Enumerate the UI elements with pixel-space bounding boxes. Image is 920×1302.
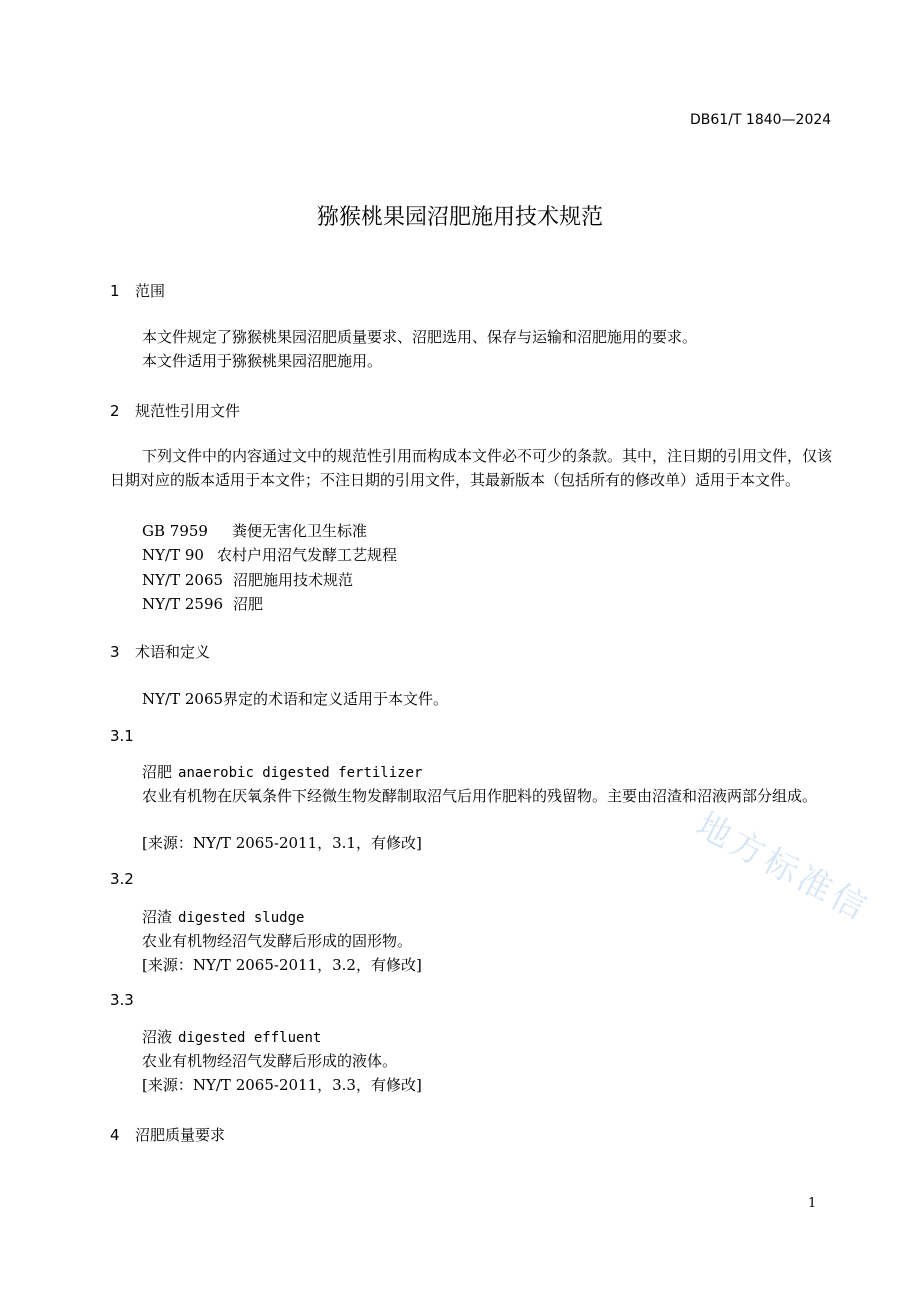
term-definition: 农业有机物在厌氧条件下经微生物发酵制取沼气后用作肥料的残留物。主要由沼渣和沼液两部分组成。: [142, 787, 818, 805]
reference-code: NY/T 2065: [142, 571, 224, 589]
standard-code: DB61/T 1840—2024: [690, 112, 832, 128]
section-title: 范围: [135, 282, 166, 300]
reference-item: [142, 520, 367, 541]
scope-paragraph-2: 本文件适用于猕猴桃果园沼肥施用。: [142, 352, 383, 370]
reference-item: [142, 544, 397, 565]
reference-item: [142, 569, 353, 590]
reference-name: 沼肥施用技术规范: [233, 571, 354, 589]
term-english: digested effluent: [178, 1030, 322, 1046]
term-heading: [142, 1026, 321, 1047]
section-number: 3: [110, 643, 120, 661]
section-heading-normative-references: [110, 400, 240, 421]
term-definition: 农业有机物经沼气发酵后形成的固形物。: [142, 932, 413, 950]
term-chinese: 沼渣: [142, 908, 173, 926]
section-number: 4: [110, 1126, 120, 1144]
reference-item: [142, 593, 263, 614]
reference-code: NY/T 90: [142, 546, 204, 564]
section-number: 1: [110, 282, 120, 300]
section-heading-scope: [110, 280, 165, 301]
reference-name: 粪便无害化卫生标准: [232, 522, 368, 540]
terms-intro: NY/T 2065界定的术语和定义适用于本文件。: [142, 690, 449, 708]
term-chinese: 沼液: [142, 1028, 173, 1046]
section-title: 术语和定义: [135, 643, 211, 661]
reference-code: GB 7959: [142, 522, 208, 540]
page-number: 1: [808, 1196, 817, 1211]
term-source: [来源：NY/T 2065-2011，3.2，有修改]: [142, 956, 422, 974]
term-definition: 农业有机物经沼气发酵后形成的液体。: [142, 1052, 398, 1070]
section-title: 规范性引用文件: [135, 402, 241, 420]
reference-name: 农村户用沼气发酵工艺规程: [217, 546, 398, 564]
scope-paragraph-1: 本文件规定了猕猴桃果园沼肥质量要求、沼肥选用、保存与运输和沼肥施用的要求。: [142, 328, 698, 346]
document-title: 猕猴桃果园沼肥施用技术规范: [316, 205, 603, 230]
section-heading-terms: [110, 641, 210, 662]
term-source: [来源：NY/T 2065-2011，3.1，有修改]: [142, 834, 422, 852]
term-source: [来源：NY/T 2065-2011，3.3，有修改]: [142, 1076, 422, 1094]
watermark: 地方标准信: [689, 805, 877, 930]
term-number: 3.3: [110, 991, 134, 1009]
term-english: anaerobic digested fertilizer: [178, 765, 423, 781]
reference-name: 沼肥: [233, 595, 264, 613]
term-number: 3.2: [110, 870, 134, 888]
term-number: 3.1: [110, 727, 134, 745]
term-chinese: 沼肥: [142, 763, 173, 781]
reference-code: NY/T 2596: [142, 595, 224, 613]
term-heading: [142, 761, 422, 782]
term-heading: [142, 906, 304, 927]
section-heading-quality: [110, 1124, 225, 1145]
references-intro: 下列文件中的内容通过文中的规范性引用而构成本文件必不可少的条款。其中，注日期的引用文件，仅该日期对应的版本适用于本文件；不注日期的引用文件，其最新版本（包括所有的修改单）适用于本文件。: [110, 447, 833, 489]
section-number: 2: [110, 402, 120, 420]
term-english: digested sludge: [178, 910, 305, 926]
section-title: 沼肥质量要求: [135, 1126, 226, 1144]
